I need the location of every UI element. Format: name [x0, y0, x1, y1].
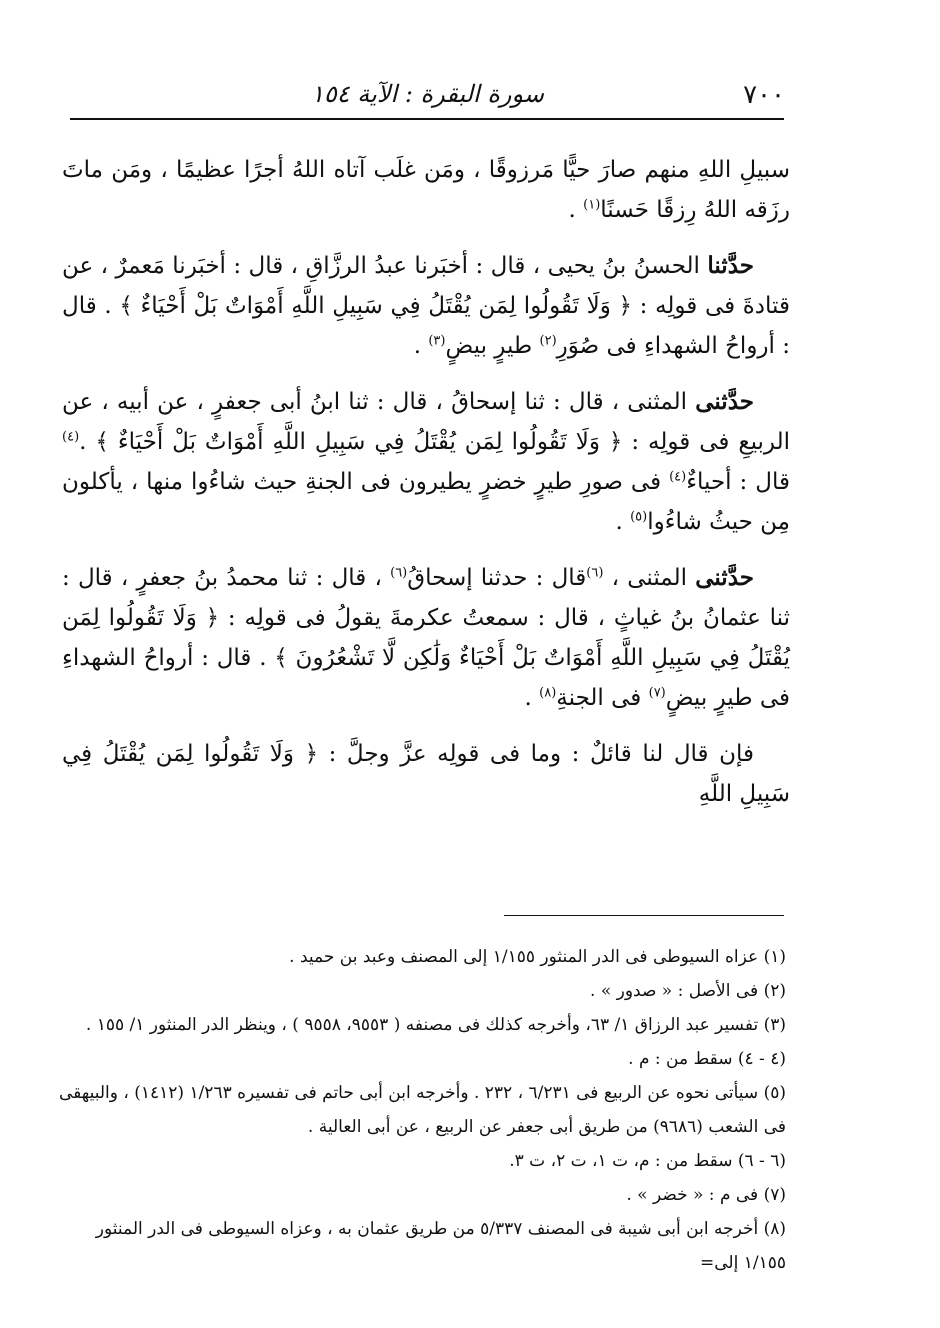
- footnote-ref: (٦): [586, 565, 604, 581]
- main-text: [62, 150, 790, 830]
- paragraph-text: المثنى ، قال : ثنا إسحاقُ ، قال : ثنا ابنُ أبى جعفرٍ ، عن أبيه ، عن الربيعِ فى قولِه : ﴿ وَلَا تَقُولُوا لِمَن يُقْتَلُ فِي سَبِيلِ اللَّهِ أَمْوَاتٌ بَلْ أَحْيَاءٌ ﴾ .: [62, 389, 790, 455]
- paragraph-3: [62, 382, 790, 542]
- footnote-rule: [504, 915, 784, 916]
- narration-lead: حدَّثنى: [695, 564, 754, 591]
- footnote: (٧) فى م : « خضر » .: [626, 1185, 786, 1205]
- footnote-ref: (٧): [648, 685, 666, 701]
- footnote: (٤ - ٤) سقط من : م .: [628, 1049, 786, 1069]
- narration-lead: حدَّثنى: [695, 388, 754, 415]
- footnote-ref: (٥): [630, 509, 648, 525]
- paragraph-end: .: [413, 333, 429, 359]
- page-number: ٧٠٠: [743, 80, 785, 110]
- paragraph-1: [62, 150, 790, 230]
- paragraph-end: .: [615, 509, 631, 535]
- footnote: (٦ - ٦) سقط من : م، ت ١، ت ٢، ت ٣.: [509, 1151, 786, 1171]
- footnotes: [58, 940, 786, 1280]
- paragraph-text: فى صورِ طيرٍ خضرٍ يطيرون فى الجنةِ حيث شاءُوا منها ، يأكلون مِن حيثُ شاءُوا: [62, 469, 790, 535]
- paragraph-end: .: [524, 685, 540, 711]
- footnote-ref: (٤): [62, 429, 80, 445]
- paragraph-text: سبيلِ اللهِ منهم صارَ حيًّا مَرزوقًا ، ومَن غلَب آتاه اللهُ أجرًا عظيمًا ، ومَن ماتَ رزَقه اللهُ رِزقًا حَسنًا: [62, 157, 790, 223]
- paragraph-text: قال : حدثنا إسحاقُ: [407, 565, 587, 591]
- footnote: (٨) أخرجه ابن أبى شيبة فى المصنف ٥/٣٣٧ من طريق عثمان به ، وعزاه السيوطى فى الدر المنثور ١/١٥٥ إلى=: [95, 1219, 786, 1273]
- paragraph-text: الحسنُ بنُ يحيى ، قال : أخبَرنا عبدُ الرزَّاقِ ، قال : أخبَرنا مَعمرٌ ، عن قتادةَ فى قولِه : ﴿ وَلَا تَقُولُوا لِمَن يُقْتَلُ فِي سَبِيلِ اللَّهِ أَمْوَاتٌ بَلْ أَحْيَاءٌ ﴾ . قال : أرواحُ الشهداءِ فى صُوَرِ: [62, 253, 790, 359]
- paragraph-end: .: [568, 197, 584, 223]
- paragraph-5: [62, 734, 790, 814]
- paragraph-4: [62, 558, 790, 718]
- paragraph-text: فإن قال لنا قائلٌ : وما فى قولِه عزَّ وجلَّ : ﴿ وَلَا تَقُولُوا لِمَن يُقْتَلُ فِي سَبِيلِ اللَّهِ: [62, 741, 790, 807]
- narration-lead: حدَّثنا: [707, 252, 754, 279]
- footnote: (١) عزاه السيوطى فى الدر المنثور ١/١٥٥ إلى المصنف وعبد بن حميد .: [289, 947, 786, 967]
- footnote-ref: (١): [583, 197, 601, 213]
- paragraph-text: فى الجنةِ: [556, 685, 649, 711]
- footnote: (٣) تفسير عبد الرزاق ١/ ٦٣، وأخرجه كذلك فى مصنفه ( ٩٥٥٣، ٩٥٥٨ ) ، وينظر الدر المنثور ١/ ١٥٥ .: [85, 1015, 786, 1035]
- footnote-ref: (٨): [539, 685, 557, 701]
- page-header: [70, 72, 785, 116]
- footnote-ref: (٣): [428, 333, 446, 349]
- running-title: سورة البقرة : الآية ١٥٤: [310, 80, 545, 108]
- paragraph-2: [62, 246, 790, 366]
- footnote-ref: (٤): [669, 469, 687, 485]
- footnote-ref: (٢): [539, 333, 557, 349]
- paragraph-text: المثنى ،: [603, 565, 696, 591]
- paragraph-text: ، قال : ثنا محمدُ بنُ جعفرٍ ، قال : ثنا عثمانُ بنُ غياثٍ ، قال : سمعتُ عكرمةَ يقولُ فى قولِه : ﴿ وَلَا تَقُولُوا لِمَن يُقْتَلُ فِي سَبِيلِ اللَّهِ أَمْوَاتٌ بَلْ أَحْيَاءٌ وَلَٰكِن لَّا تَشْعُرُونَ ﴾ . قال : أرواحُ الشهداءِ فى طيرٍ بيضٍ: [62, 565, 790, 711]
- footnote: (٢) فى الأصل : « صدور » .: [590, 981, 786, 1001]
- footnote: (٥) سيأتى نحوه عن الربيع فى ٦/٢٣١ ، ٢٣٢ . وأخرجه ابن أبى حاتم فى تفسيره ١/٢٦٣ (١٤١٢) ، والبيهقى فى الشعب (٩٦٨٦) من طريق أبى جعفر عن الربيع ، عن أبى العالية .: [58, 1083, 786, 1137]
- paragraph-text: قال : أحياءٌ: [686, 469, 790, 495]
- header-rule: [70, 118, 784, 120]
- footnote-ref: (٦): [390, 565, 408, 581]
- paragraph-text: طيرٍ بيضٍ: [445, 333, 540, 359]
